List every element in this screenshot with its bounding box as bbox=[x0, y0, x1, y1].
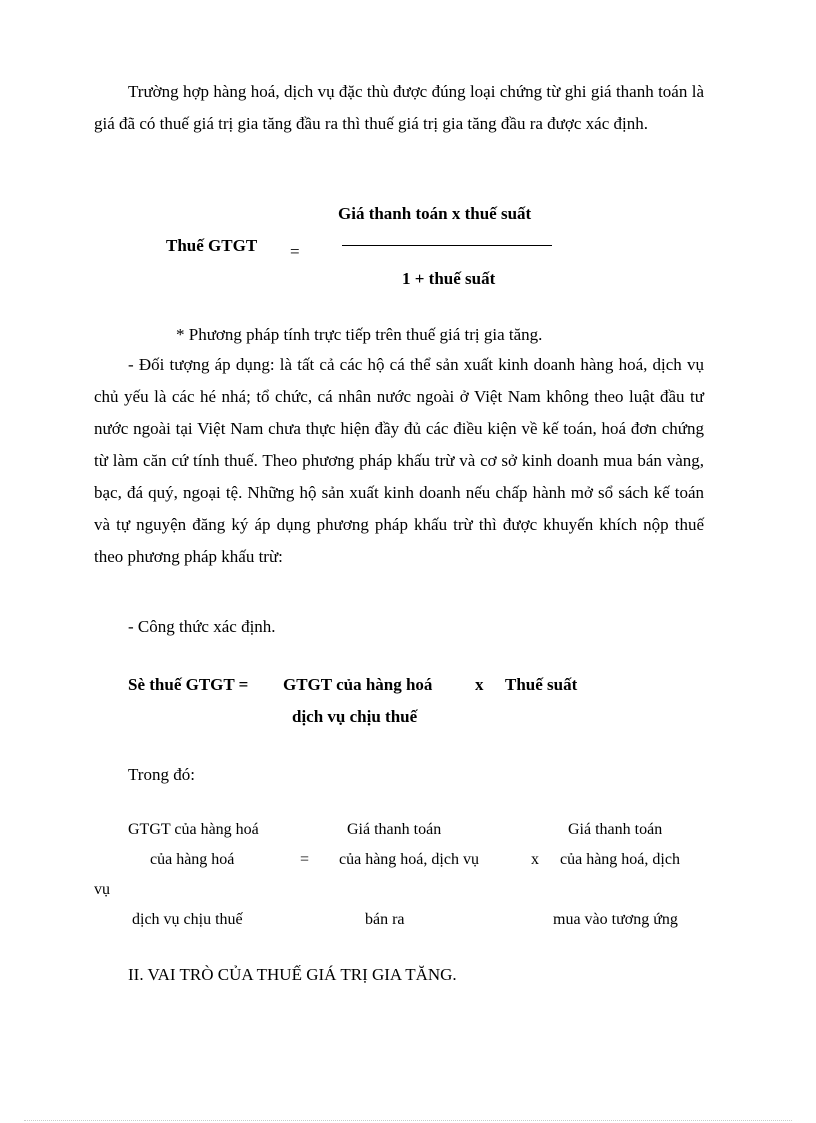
formula1-equals: = bbox=[290, 242, 300, 261]
formula3-right-line2: của hàng hoá, dịch bbox=[560, 851, 680, 868]
formula1-lhs: Thuế GTGT bbox=[166, 236, 258, 255]
formula2-term1-line2: dịch vụ chịu thuế bbox=[292, 707, 418, 726]
formula3-right-line1: Giá thanh toán bbox=[568, 821, 663, 838]
formula3-mid-line3: bán ra bbox=[365, 911, 405, 928]
intro-paragraph: Trường hợp hàng hoá, dịch vụ đặc thù được đúng loại chứng từ ghi giá thanh toán là giá đã có thuế giá trị gia tăng đầu ra thì thuế giá trị gia tăng đầu ra được xác định. bbox=[94, 82, 704, 133]
formula2-operator: x bbox=[475, 675, 484, 694]
formula1-denominator: 1 + thuế suất bbox=[402, 269, 496, 288]
formula3-right-line3: mua vào tương ứng bbox=[553, 911, 678, 928]
formula3-lhs-line1: GTGT của hàng hoá bbox=[128, 821, 259, 838]
formula3-lhs-wrap: vụ bbox=[94, 881, 110, 898]
where-label: Trong đó: bbox=[128, 765, 195, 784]
formula2-term2: Thuế suất bbox=[505, 675, 578, 694]
formula3-operator: x bbox=[531, 851, 539, 868]
formula-label: - Công thức xác định. bbox=[128, 617, 276, 636]
formula1-numerator: Giá thanh toán x thuế suất bbox=[338, 204, 532, 223]
formula3-mid-line1: Giá thanh toán bbox=[347, 821, 442, 838]
section-heading: II. VAI TRÒ CỦA THUẾ GIÁ TRỊ GIA TĂNG. bbox=[128, 965, 457, 984]
direct-method-title: * Phương pháp tính trực tiếp trên thuế giá trị gia tăng. bbox=[176, 325, 543, 344]
page-bottom-divider bbox=[24, 1120, 792, 1121]
formula3-lhs-line3: dịch vụ chịu thuế bbox=[132, 911, 243, 928]
formula3-mid-line2: của hàng hoá, dịch vụ bbox=[339, 851, 479, 868]
formula3-lhs-line2: của hàng hoá bbox=[150, 851, 235, 868]
formula3-equals: = bbox=[300, 851, 310, 868]
formula2-term1-line1: GTGT của hàng hoá bbox=[283, 675, 433, 694]
formula1-fraction-bar bbox=[342, 245, 552, 246]
applicable-paragraph: - Đối tượng áp dụng: là tất cả các hộ cá thể sản xuất kinh doanh hàng hoá, dịch vụ chủ yếu là các hé nhá; tổ chức, cá nhân nước ngoài ở Việt Nam không theo luật đầu tư nước ngoài tại Việt Nam chưa thực hiện đầy đủ các điều kiện về kế toán, hoá đơn chứng từ làm căn cứ tính thuế. Theo phương pháp khấu trừ và cơ sở kinh doanh mua bán vàng, bạc, đá quý, ngoại tệ. Những hộ sản xuất kinh doanh nếu chấp hành mở sổ sách kế toán và tự nguyện đăng ký áp dụng phương pháp khấu trừ thì được khuyến khích nộp thuế theo phương pháp khấu trừ: bbox=[94, 355, 704, 566]
formula2-lhs: Sè thuế GTGT = bbox=[128, 675, 249, 694]
